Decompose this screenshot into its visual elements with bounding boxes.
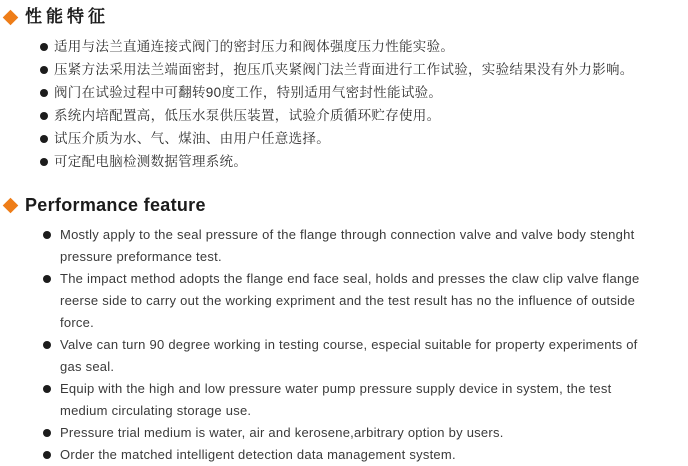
- list-item: [43, 224, 678, 268]
- list-item-text: 适用与法兰直通连接式阀门的密封压力和阀体强度压力性能实验。: [54, 39, 455, 54]
- list-item: [43, 268, 678, 334]
- list-item-text: 系统内培配置高，低压水泵供压装置，试验介质循环贮存使用。: [54, 108, 441, 123]
- list-item-text: 可定配电脑检测数据管理系统。: [54, 154, 248, 169]
- bullet-icon: [43, 385, 51, 393]
- bullet-icon: [40, 43, 48, 51]
- list-item-text: 阀门在试验过程中可翻转90度工作，特别适用气密封性能试验。: [54, 85, 443, 100]
- list-item: [40, 35, 678, 58]
- diamond-icon: [3, 9, 19, 25]
- list-item: [40, 127, 678, 150]
- list-item: [40, 81, 678, 104]
- section-header-en: [5, 194, 678, 216]
- section-title-cn: 性能特征: [25, 7, 109, 26]
- list-item: [40, 150, 678, 173]
- bullet-icon: [43, 429, 51, 437]
- feature-list-en: [43, 224, 678, 466]
- bullet-icon: [40, 89, 48, 97]
- bullet-icon: [40, 158, 48, 166]
- bullet-icon: [43, 275, 51, 283]
- list-item-text: Order the matched intelligent detection data management system.: [60, 447, 456, 462]
- list-item: [40, 58, 678, 81]
- list-item-text: The impact method adopts the flange end face seal, holds and presses the claw clip valve flange reerse side to carry out the working expriment and the test result has no the influence of outside force.: [60, 271, 640, 330]
- list-item: [43, 422, 678, 444]
- diamond-icon: [3, 197, 19, 213]
- section-performance-cn: [5, 6, 678, 173]
- list-item: [43, 334, 678, 378]
- list-item-text: 试压介质为水、气、煤油、由用户任意选择。: [54, 131, 330, 146]
- list-item: [43, 444, 678, 466]
- bullet-icon: [40, 135, 48, 143]
- list-item-text: Mostly apply to the seal pressure of the flange through connection valve and valve body stenght pressure preformance test.: [60, 227, 635, 264]
- bullet-icon: [40, 66, 48, 74]
- bullet-icon: [43, 341, 51, 349]
- list-item-text: Equip with the high and low pressure water pump pressure supply device in system, the test medium circulating storage use.: [60, 381, 612, 418]
- bullet-icon: [43, 451, 51, 459]
- section-performance-en: [5, 194, 678, 466]
- list-item-text: Pressure trial medium is water, air and kerosene,arbitrary option by users.: [60, 425, 504, 440]
- feature-list-cn: [40, 35, 678, 173]
- section-title-en: Performance feature: [25, 195, 206, 215]
- list-item: [40, 104, 678, 127]
- list-item-text: Valve can turn 90 degree working in testing course, especial suitable for property experiments of gas seal.: [60, 337, 638, 374]
- list-item-text: 压紧方法采用法兰端面密封，抱压爪夹紧阀门法兰背面进行工作试验，实验结果没有外力影响。: [54, 62, 634, 77]
- bullet-icon: [43, 231, 51, 239]
- section-header-cn: [5, 6, 678, 28]
- bullet-icon: [40, 112, 48, 120]
- list-item: [43, 378, 678, 422]
